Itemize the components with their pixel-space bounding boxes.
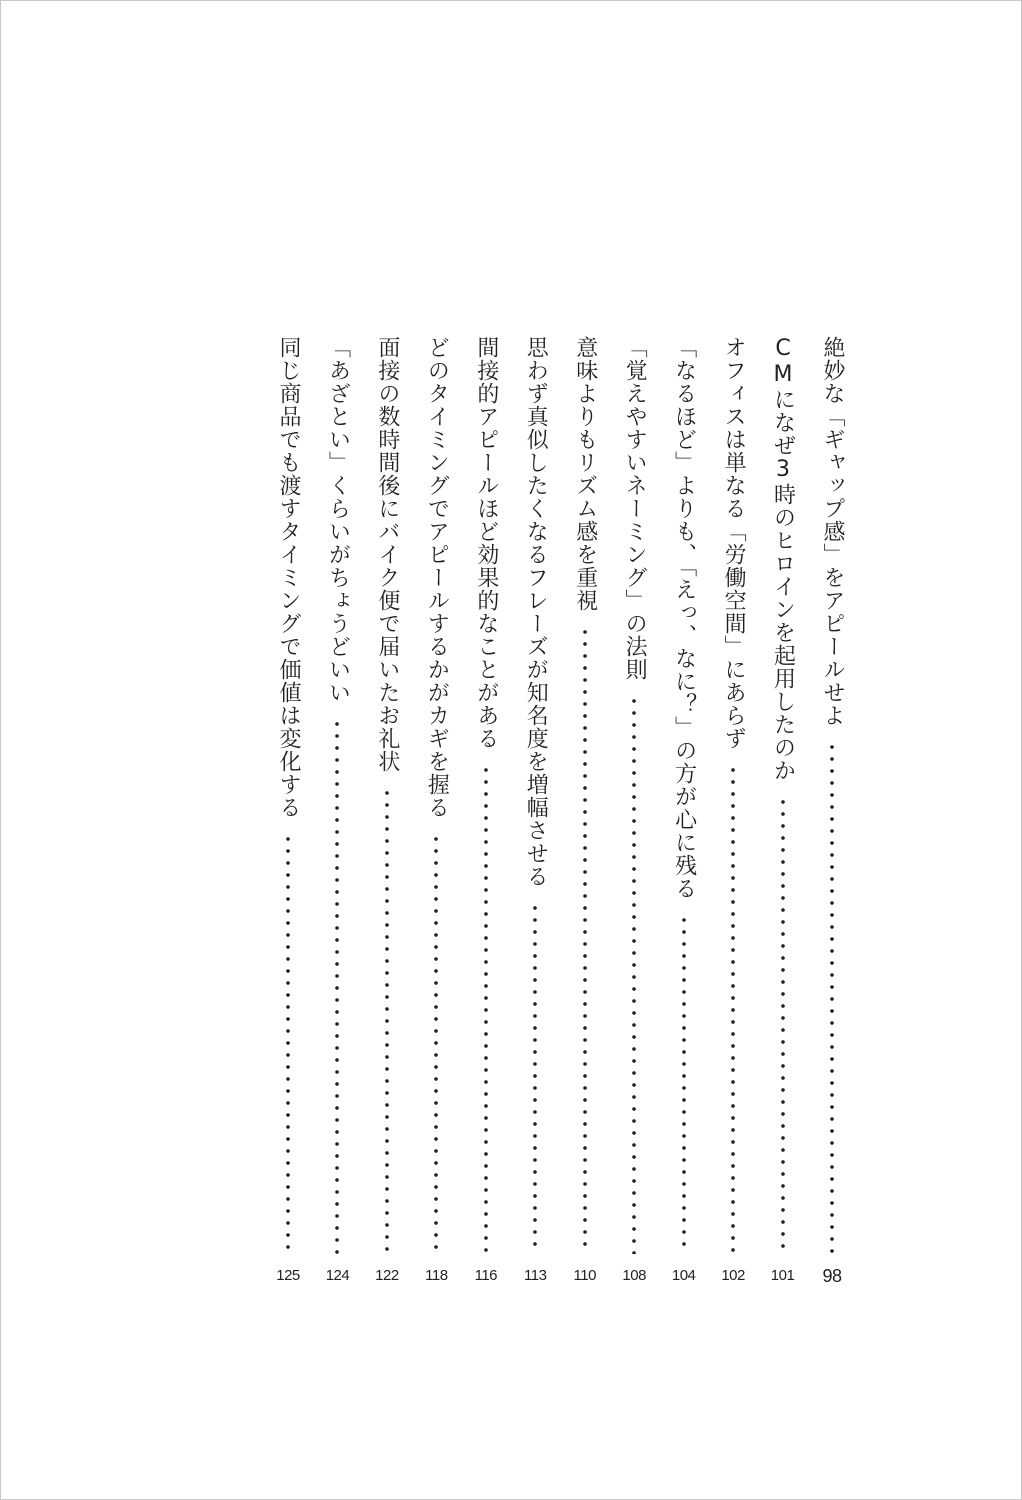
toc-entry-title: 意味よりもリズム感を重視 (572, 336, 598, 612)
toc-leader-dots (533, 902, 537, 1254)
toc-entry[interactable] (715, 336, 751, 1286)
toc-leader-dots (731, 764, 735, 1254)
toc-entry-title: オフィスは単なる「労働空間」にあらず (721, 336, 747, 750)
toc-entry[interactable] (468, 336, 504, 1286)
toc-entry-page: 125 (276, 1267, 300, 1284)
toc-leader-dots (286, 833, 290, 1254)
toc-entry-title: 面接の数時間後にバイク便で届いたお礼状 (374, 336, 400, 773)
toc-entry-title: 絶妙な「ギャップ感」をアピールせよ (819, 336, 845, 727)
toc-entry-title: どのタイミングでアピールするかがカギを握る (424, 336, 450, 819)
toc-entry[interactable] (270, 336, 306, 1286)
toc-entry-title: 思わず真似したくなるフレーズが知名度を増幅させる (523, 336, 549, 888)
toc-entry-page: 113 (524, 1267, 547, 1284)
table-of-contents (270, 336, 850, 1286)
toc-entry[interactable] (765, 336, 801, 1286)
toc-entry[interactable] (319, 336, 355, 1286)
toc-entry[interactable] (517, 336, 553, 1286)
toc-leader-dots (781, 796, 785, 1254)
toc-entry[interactable] (666, 336, 702, 1286)
toc-entry-page: 108 (622, 1267, 646, 1284)
toc-entry[interactable] (369, 336, 405, 1286)
toc-entry-title: 「なるほど」よりも、「えっ、なに？」の方が心に残る (671, 336, 697, 900)
toc-entry-page: 98 (822, 1266, 842, 1286)
toc-entry-title: 間接的アピールほど効果的なことがある (473, 336, 499, 750)
toc-leader-dots (484, 764, 488, 1254)
toc-entry[interactable] (567, 336, 603, 1286)
toc-leader-dots (583, 626, 587, 1254)
toc-entry-page: 101 (770, 1267, 795, 1284)
toc-entry-page: 102 (721, 1267, 745, 1284)
toc-entry[interactable] (814, 336, 850, 1286)
toc-entry-title: 同じ商品でも渡すタイミングで価値は変化する (276, 336, 301, 819)
toc-entry-page: 116 (474, 1267, 498, 1284)
toc-entry-page: 118 (425, 1267, 448, 1284)
toc-leader-dots (434, 833, 438, 1254)
toc-entry-page: 110 (573, 1267, 596, 1284)
toc-entry[interactable] (616, 336, 652, 1286)
toc-entry-title: 「あざとい」くらいがちょうどいい (325, 336, 351, 704)
toc-entry-title: CMになぜ3時のヒロインを起用したのか (770, 336, 796, 782)
toc-leader-dots (830, 741, 834, 1254)
toc-entry[interactable] (418, 336, 454, 1286)
toc-entry-title: 「覚えやすいネーミング」の法則 (622, 336, 648, 681)
toc-entry-page: 122 (375, 1267, 399, 1284)
toc-entry-page: 124 (325, 1267, 350, 1284)
toc-leader-dots (632, 695, 636, 1254)
toc-leader-dots (682, 914, 686, 1254)
toc-leader-dots (335, 718, 339, 1254)
toc-leader-dots (385, 787, 389, 1254)
toc-entry-page: 104 (671, 1267, 696, 1284)
